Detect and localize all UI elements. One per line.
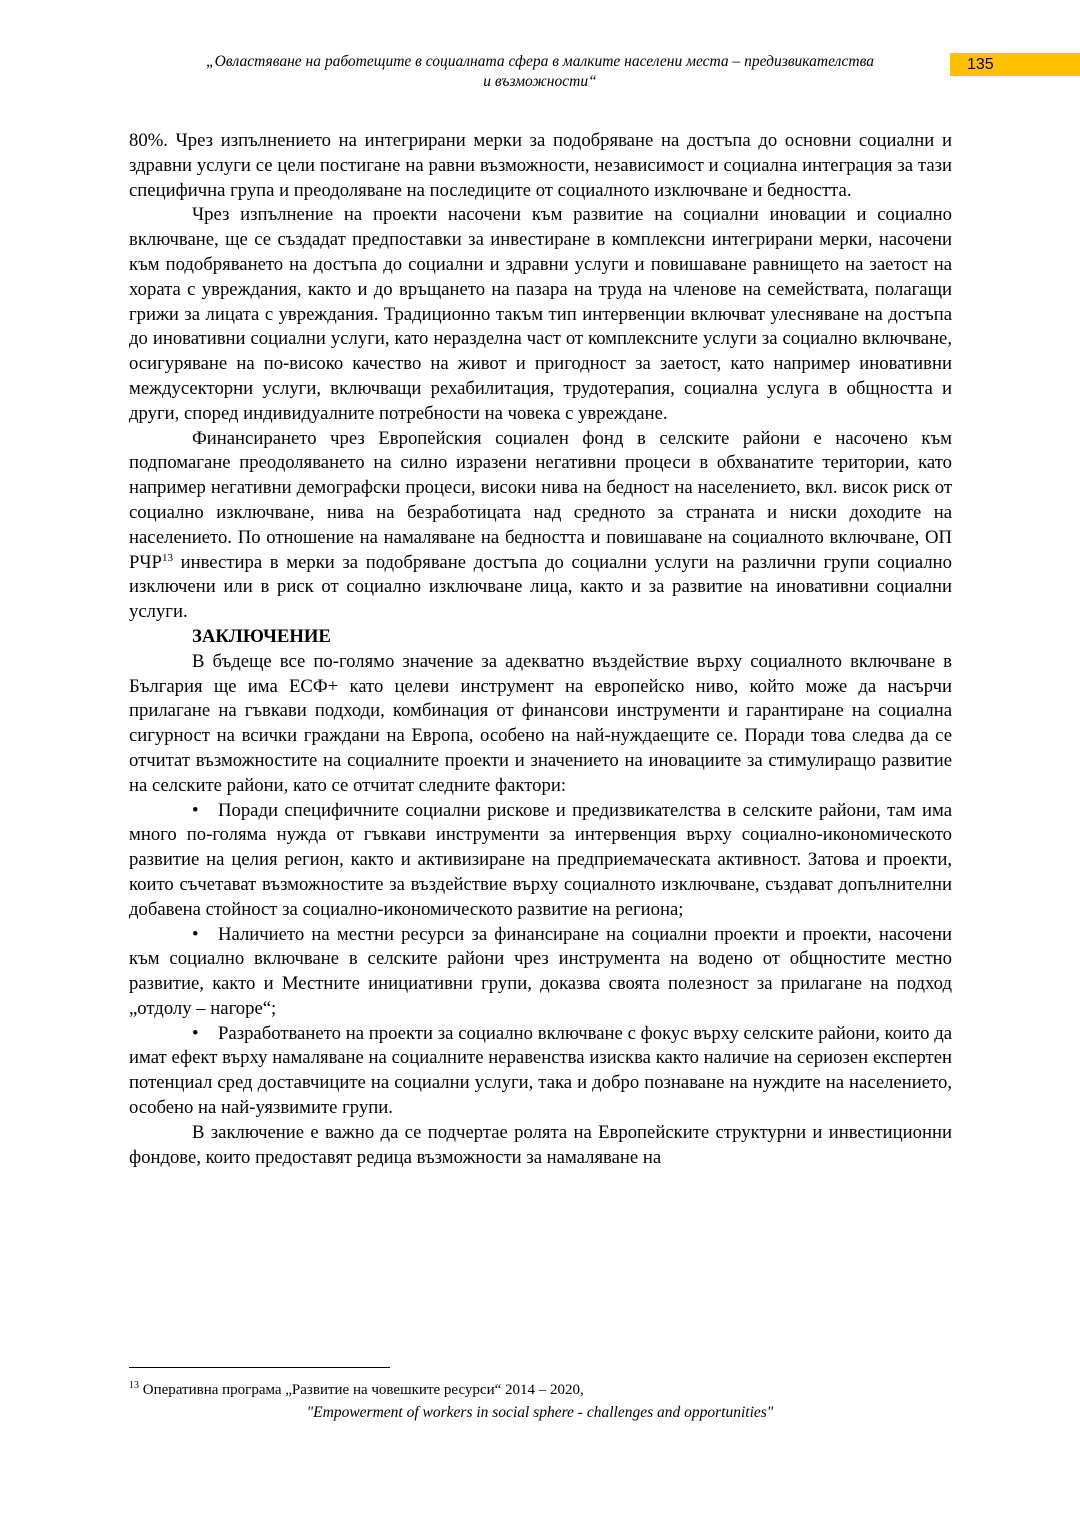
running-header — [140, 52, 940, 92]
section-heading: ЗАКЛЮЧЕНИЕ — [192, 625, 331, 647]
footnote-text: Оперативна програма „Развитие на човешките ресурси“ 2014 – 2020, — [139, 1382, 584, 1398]
bullet-item — [129, 1022, 952, 1121]
footnote — [129, 1380, 952, 1400]
bullet-text: Разработването на проекти за социално включване с фокус върху селските райони, които да имат ефект върху намаляване на социалните неравенства изисква както наличие на сериозен експертен потенциал сред доставчиците на социални услуги, така и добро познаване на нуждите на населението, особено на най-уязвимите групи. — [129, 1022, 952, 1119]
page-number: 135 — [950, 53, 1080, 76]
paragraph-3-text-b: инвестира в мерки за подобряване достъпа до социални услуги на различни групи социално изключени или в риск от социално изключване лица, както и за развитие на иновативни социални услуги. — [129, 551, 952, 623]
main-text — [129, 129, 952, 1170]
paragraph-1: 80%. Чрез изпълнението на интегрирани мерки за подобряване на достъпа до основни социални и здравни услуги се цели постигане на равни възможности, независимост и социална интеграция за тази специфична група и преодоляване на последиците от социалното изключване и бедността. — [129, 130, 952, 201]
bullet-text: Наличието на местни ресурси за финансиране на социални проекти и проекти, насочени към социално включване в селските райони чрез инструмента на водено от общностите местно развитие, както и Местните инициативни групи, доказва своята полезност за прилагане на подход „отдолу – нагоре“; — [129, 923, 952, 1019]
bullet-text: Поради специфичните социални рискове и предизвикателства в селските райони, там има много по-голяма нужда от гъвкави инструменти за интервенция върху социално-икономическото развитие на целия регион, както и активизиране на предприемаческата активност. Затова и проекти, които съчетават възможностите за въздействие върху социалното изключване, създават допълнителни добавена стойност за социално-икономическото развитие на региона; — [129, 799, 952, 920]
footnote-divider — [129, 1367, 390, 1368]
paragraph-3 — [129, 427, 952, 625]
bullet-item — [129, 799, 952, 923]
running-footer: "Empowerment of workers in social sphere - challenges and opportunities" — [306, 1404, 774, 1421]
paragraph-4: В бъдеще все по-голямо значение за адекватно въздействие върху социалното включване в България ще има ЕСФ+ като целеви инструмент на европейско ниво, който може да насърчи прилагане на гъвкави подходи, комбинация от финансови инструменти и гарантиране на социална сигурност на всички граждани на Европа, особено на най-нуждаещите се. Поради това следва да се отчитат възможностите на социалните проекти и значението на иновациите за стимулиращо развитие на селските райони, като се отчитат следните фактори: — [129, 650, 952, 796]
paragraph-5: В заключение е важно да се подчертае ролята на Европейските структурни и инвестиционни фондове, които предоставят редица възможности за намаляване на — [129, 1121, 952, 1168]
paragraph-2: Чрез изпълнение на проекти насочени към развитие на социални иновации и социално включване, ще се създадат предпоставки за инвестиране в комплексни интегрирани мерки, насочени към подобряването на достъпа до социални и здравни услуги и повишаване равнището на заетост на хората с увреждания, както и до връщането на пазара на труда на членове на семействата, полагащи грижи за лицата с увреждания. Традиционно такъм тип интервенции включват улесняване на достъпа до иновативни социални услуги, като неразделна част от комплексните услуги за социално включване, осигуряване на по-високо качество на живот и пригодност за заетост, като например иновативни междусекторни услуги, включващи рехабилитация, трудотерапия, социална услуга в общността и други, според индивидуалните потребности на човека с увреждане. — [129, 204, 952, 424]
footnote-number: 13 — [129, 1380, 139, 1391]
header-title-line-2: и възможности“ — [483, 73, 597, 90]
bullet-icon: • — [192, 799, 199, 821]
bullet-item — [129, 923, 952, 1022]
paragraph-3-text-a: Финансирането чрез Европейския социален фонд в селските райони е насочено към подпомагане преодоляването на силно изразени негативни процеси в обхванатите територии, като например негативни демографски процеси, високи нива на бедност на населението, вкл. висок риск от социално изключване, нива на безработицата над средното за страната и ниски доходите на населението. По отношение на намаляване на бедността и повишаване на социалното включване, ОП РЧР — [129, 427, 952, 573]
footnote-reference[interactable]: 13 — [161, 551, 173, 564]
bullet-icon: • — [192, 1022, 199, 1044]
bullet-icon: • — [192, 923, 199, 945]
header-title-line-1: „Овластяване на работещите в социалната сфера в малките населени места – предизвикателства — [206, 53, 874, 70]
